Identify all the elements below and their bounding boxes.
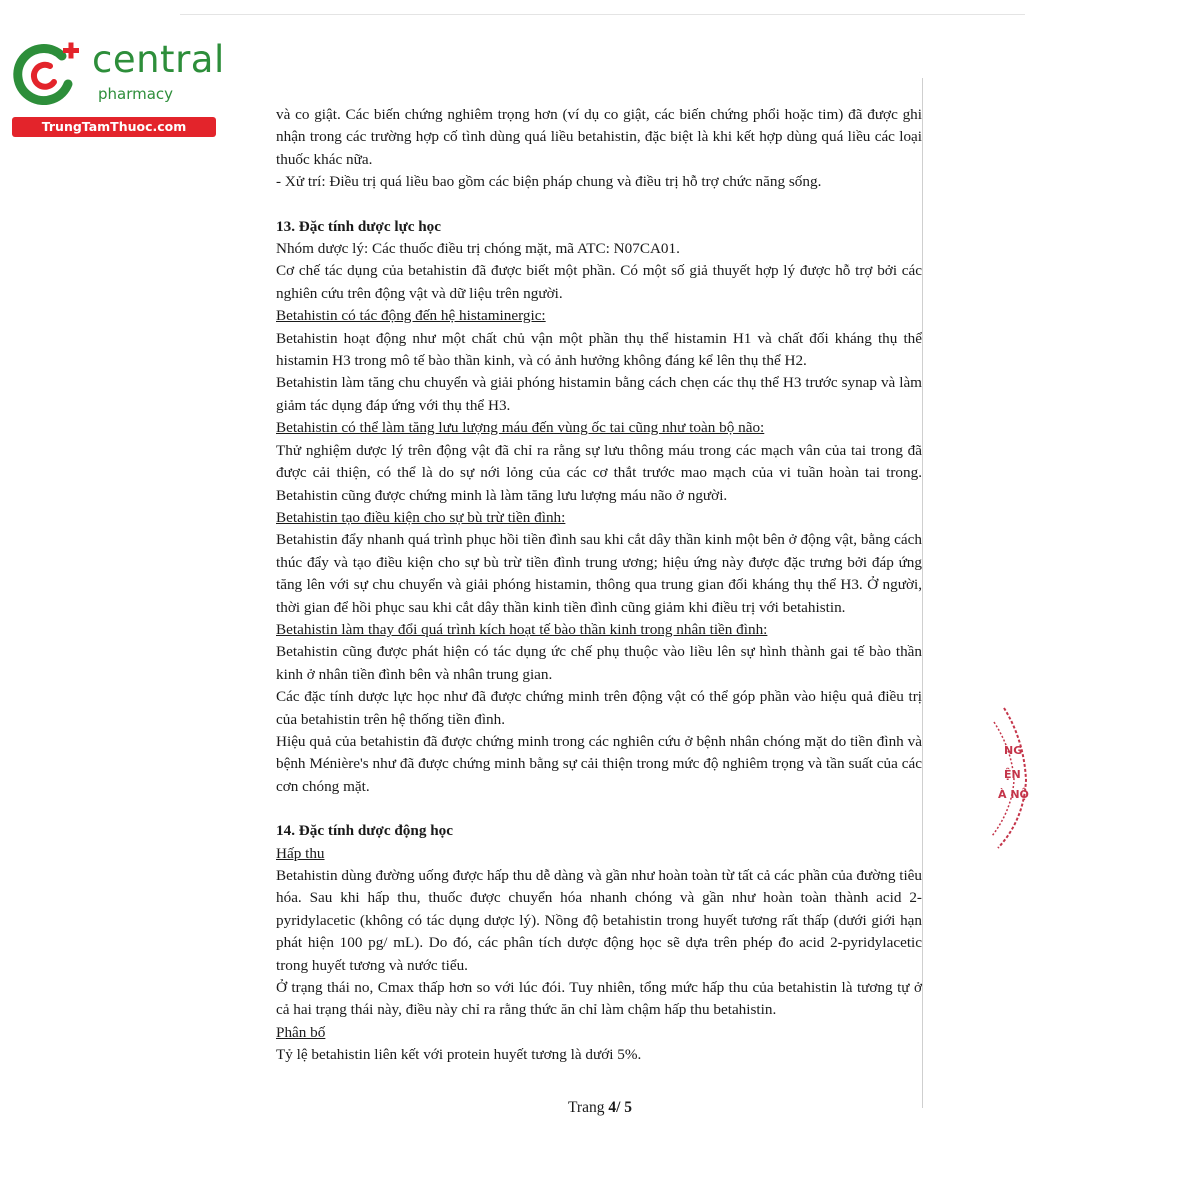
page-label: Trang <box>567 1099 605 1116</box>
pharmacy-cross-icon <box>10 38 82 110</box>
absorption-paragraph-2: Ở trạng thái no, Cmax thấp hơn so với lúc đói. Tuy nhiên, tổng mức hấp thu của betahistin là tương tự ở cả hai trạng thái này, điều này chỉ ra rằng thức ăn chỉ làm chậm hấp thu betahistin. <box>276 979 922 1019</box>
section-14-title: 14. Đặc tính dược động học <box>276 822 454 840</box>
subsection-blood-flow-title: Betahistin có thể làm tăng lưu lượng máu đến vùng ốc tai cũng như toàn bộ não: <box>276 419 765 437</box>
histaminergic-paragraph-1: Betahistin hoạt động như một chất chủ vận một phần thụ thể histamin H1 và chất đối kháng thụ thể histamin H3 trong mô tế bào thần kinh, và có ảnh hưởng không đáng kể lên thụ thể H2. <box>276 329 922 370</box>
page-separator: / <box>616 1099 621 1116</box>
subsection-absorption-title: Hấp thu <box>276 844 325 862</box>
subsection-neuron-firing-title: Betahistin làm thay đổi quá trình kích hoạt tế bào thần kinh trong nhân tiền đình: <box>276 620 768 638</box>
neuron-firing-paragraph-3: Hiệu quả của betahistin đã được chứng minh trong các nghiên cứu ở bệnh nhân chóng mặt do tiền đình và bệnh Ménière's như đã được chứng minh bằng sự cải thiện trong mức độ nghiêm trọng và tần suất của các cơn chóng mặt. <box>276 732 922 795</box>
overdose-paragraph: và co giật. Các biến chứng nghiêm trọng hơn (ví dụ co giật, các biến chứng phổi hoặc tim) đã được ghi nhận trong các trường hợp cố tình dùng quá liều betahistin, đặc biệt là khi kết hợp dùng quá liều các loại thuốc khác nữa. <box>276 106 922 168</box>
stamp-text-3: À NỘ <box>998 788 1029 801</box>
pharmacological-group: Nhóm dược lý: Các thuốc điều trị chóng mặt, mã ATC: N07CA01. <box>276 240 680 258</box>
logo-brand-name: central <box>92 38 225 81</box>
logo-website: TrungTamThuoc.com <box>12 117 216 137</box>
document-body <box>276 104 922 1067</box>
overdose-treatment: - Xử trí: Điều trị quá liều bao gồm các biện pháp chung và điều trị hỗ trợ chức năng sống. <box>276 173 822 191</box>
distribution-paragraph: Tỷ lệ betahistin liên kết với protein huyết tương là dưới 5%. <box>276 1046 642 1064</box>
absorption-paragraph-1: Betahistin dùng đường uống được hấp thu dễ dàng và gần như hoàn toàn từ tất cả các phần của đường tiêu hóa. Sau khi hấp thu, thuốc được chuyển hóa nhanh chóng và gần như hoàn toàn thành acid 2- pyridylacetic (không có tác dụng dược lý). Nồng độ betahistin trong huyết tương rất thấp (dưới giới hạn phát hiện 100 pg/ mL). Do đó, các phân tích dược động học sẽ dựa trên phép đo acid 2-pyridylacetic trong huyết tương và nước tiểu. <box>276 867 923 974</box>
subsection-compensation-title: Betahistin tạo điều kiện cho sự bù trừ tiền đình: <box>276 508 566 526</box>
blood-flow-paragraph: Thử nghiệm dược lý trên động vật đã chỉ ra rằng sự lưu thông máu trong các mạch vân của tai trong đã được cải thiện, có thể là do sự nới lỏng của các cơ thắt trước mao mạch của vi tuần hoàn tai trong. Betahistin cũng được chứng minh là làm tăng lưu lượng máu não ở người. <box>276 441 922 504</box>
subsection-histaminergic-title: Betahistin có tác động đến hệ histaminergic: <box>276 307 546 325</box>
neuron-firing-paragraph-1: Betahistin cũng được phát hiện có tác dụng ức chế phụ thuộc vào liều lên sự hình thành gai tế bào thần kinh ở nhân tiền đình bên và nhân trung gian. <box>276 643 922 683</box>
logo-subtitle: pharmacy <box>98 85 174 103</box>
compensation-paragraph: Betahistin đẩy nhanh quá trình phục hồi tiền đình sau khi cắt dây thần kinh một bên ở động vật, bằng cách thúc đẩy và tạo điều kiện cho sự bù trừ tiền đình trung ương; hiệu ứng này được đặc trưng bởi đáp ứng tăng lên với sự chu chuyển và giải phóng histamin, thông qua trung gian đối kháng thụ thể H3. Ở người, thời gian để hồi phục sau khi cắt dây thần kinh tiền đình cũng giảm khi điều trị với betahistin. <box>276 531 922 616</box>
page-number <box>0 1099 1200 1117</box>
top-scan-edge <box>180 14 1025 15</box>
central-pharmacy-logo[interactable] <box>8 38 225 138</box>
page-total: 5 <box>624 1099 633 1116</box>
official-stamp-fragment <box>990 700 1030 860</box>
stamp-text-1: NG <box>1004 744 1023 757</box>
page-fold-line <box>922 78 923 1108</box>
page-current: 4 <box>608 1099 617 1116</box>
subsection-distribution-title: Phân bố <box>276 1023 326 1041</box>
mechanism-paragraph: Cơ chế tác dụng của betahistin đã được biết một phần. Có một số giả thuyết hợp lý được hỗ trợ bởi các nghiên cứu trên động vật và dữ liệu trên người. <box>276 262 922 302</box>
section-13-title: 13. Đặc tính dược lực học <box>276 217 442 235</box>
histaminergic-paragraph-2: Betahistin làm tăng chu chuyển và giải phóng histamin bằng cách chẹn các thụ thể H3 trước synap và làm giảm tác dụng đáp ứng với thụ thể H3. <box>276 374 922 414</box>
neuron-firing-paragraph-2: Các đặc tính dược lực học như đã được chứng minh trên động vật có thể góp phần vào hiệu quả điều trị của betahistin trên hệ thống tiền đình. <box>276 688 922 728</box>
stamp-text-2: ỆN <box>1004 768 1021 781</box>
